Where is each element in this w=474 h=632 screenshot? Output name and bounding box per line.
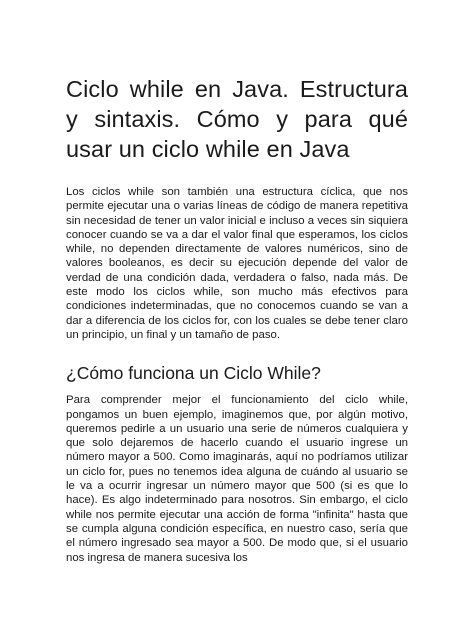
- section-paragraph: Para comprender mejor el funcionamiento del ciclo while, pongamos un buen ejemplo, imaginemos que, por algún motivo, queremos pedirle a un usuario una serie de números cualquiera y que solo dejaremos de hacerlo cuando el usuario ingrese un número mayor a 500. Como imaginarás, aquí no podríamos utilizar un ciclo for, pues no tenemos idea alguna de cuándo al usuario se le va a ocurrir ingresar un número mayor que 500 (si es que lo hace). Es algo indeterminado para nosotros. Sin embargo, el ciclo while nos permite ejecutar una acción de forma "infinita" hasta que se cumpla alguna condición específica, en nuestro caso, sería que el número ingresado sea mayor a 500. De modo que, si el usuario nos ingresa de manera sucesiva los: [66, 394, 408, 564]
- document-title: Ciclo while en Java. Estructura y sintaxis. Cómo y para qué usar un ciclo while en Java: [66, 76, 408, 162]
- intro-paragraph: Los ciclos while son también una estructura cíclica, que nos permite ejecutar una o varias líneas de código de manera repetitiva sin necesidad de tener un valor inicial e incluso a veces sin siquiera conocer cuando se va a dar el valor final que esperamos, los ciclos while, no dependen directamente de valores numéricos, sino de valores booleanos, es decir su ejecución depende del valor de verdad de una condición dada, verdadera o falso, nada más. De este modo los ciclos while, son mucho más efectivos para condiciones indeterminadas, que no conocemos cuando se van a dar a diferencia de los ciclos for, con los cuales se debe tener claro un principio, un final y un tamaño de paso.: [66, 186, 408, 341]
- section-heading: ¿Cómo funciona un Ciclo While?: [66, 363, 321, 384]
- document-page: [66, 74, 408, 565]
